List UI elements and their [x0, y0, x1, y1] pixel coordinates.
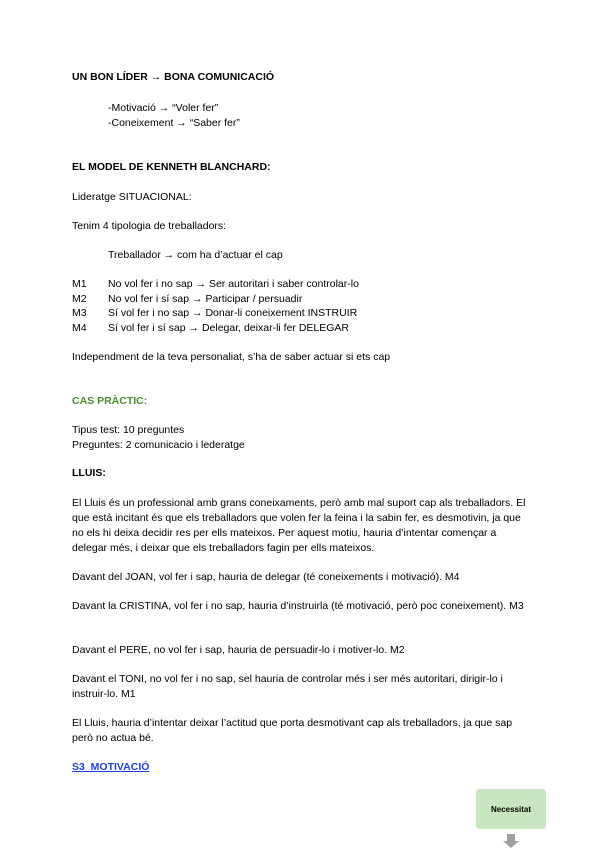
- toni-paragraph: Davant el TONI, no vol fer i no sap, sel hauria de controlar més i ser més autoritari, dirigir-lo i instruir-lo. M1: [72, 673, 503, 700]
- level-code: M2: [72, 293, 87, 305]
- lluis-paragraph: El Lluis és un professional amb grans coneixaments, però amb mal suport cap als treballadors. El que està incitant és que els treballadors que volen fer la feina i la sabin fer, es desmotivin, ja que no els hi deixa decidir res per ells mateixos. Per aquest motiu, hauria d’intentar començar a delegar més, i deixar que els treballadors fagin per ells mateixos.: [72, 497, 526, 554]
- level-text: No vol fer i sí sap → Participar / persuadir: [108, 293, 303, 305]
- level-text: No vol fer i no sap → Ser autoritari i saber controlar-lo: [108, 278, 359, 290]
- lideratge-line: Lideratge SITUACIONAL:: [72, 191, 192, 203]
- cristina-paragraph: Davant la CRISTINA, vol fer i no sap, hauria d’instruirla (té motivació, però poc coneixement). M3: [72, 600, 524, 612]
- coneixement-line: -Coneixement → “Saber fer”: [108, 117, 240, 129]
- level-code: M1: [72, 278, 87, 290]
- heading-cas-practic: CAS PRÀCTIC:: [72, 395, 148, 407]
- level-row-m3: [72, 306, 552, 321]
- necessitat-label: Necessitat: [490, 804, 532, 814]
- level-text: Sí vol fer i sí sap → Delegar, deixar-li fer DELEGAR: [108, 322, 350, 334]
- necessitat-box: [476, 789, 546, 829]
- pere-paragraph: Davant el PERE, no vol fer i sap, hauria de persuadir-lo i motiver-lo. M2: [72, 644, 405, 656]
- preguntes-line: Preguntes: 2 comunicacio i lederatge: [72, 439, 245, 451]
- level-row-m1: [72, 277, 552, 292]
- level-row-m4: [72, 321, 552, 336]
- heading-s3-motivacio[interactable]: S3_MOTIVACIÓ: [72, 761, 150, 773]
- heading-lluis: LLUIS:: [72, 467, 106, 479]
- level-code: M4: [72, 322, 87, 334]
- heading-bon-lider: UN BON LÍDER → BONA COMUNICACIÓ: [72, 71, 275, 83]
- level-code: M3: [72, 307, 87, 319]
- level-text: Sí vol fer i no sap → Donar-li coneixement INSTRUIR: [108, 307, 358, 319]
- heading-blanchard: EL MODEL DE KENNETH BLANCHARD:: [72, 161, 271, 173]
- tenim-line: Tenim 4 tipologia de treballadors:: [72, 220, 227, 232]
- level-row-m2: [72, 292, 552, 307]
- treballador-line: Treballador → com ha d’actuar el cap: [108, 249, 283, 261]
- independent-line: Independment de la teva personaliat, s’ha de saber actuar si ets cap: [72, 351, 391, 363]
- motivacio-line: -Motivació → “Voler fer”: [108, 102, 219, 114]
- tipus-test-line: Tipus test: 10 preguntes: [72, 424, 185, 436]
- lluis-conclusion-paragraph: El Lluis, hauria d’intentar deixar l’actitud que porta desmotivant cap als treballadors, ja que sap però no actua bé.: [72, 717, 513, 744]
- arrow-down-icon: [503, 834, 519, 848]
- joan-paragraph: Davant del JOAN, vol fer i sap, hauria de delegar (té coneixements i motivació). M4: [72, 571, 460, 583]
